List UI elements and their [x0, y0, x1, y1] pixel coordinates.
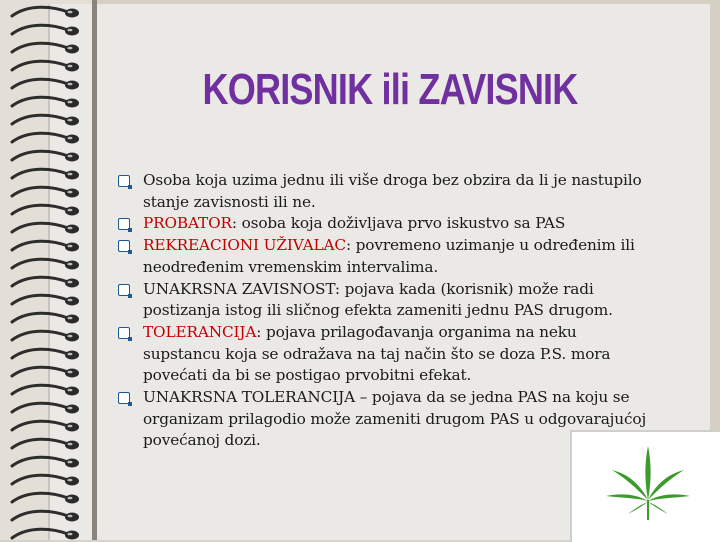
- binder-ring: [12, 457, 79, 467]
- binder-ring: [12, 223, 79, 233]
- binder-ring: [12, 25, 79, 35]
- binder-ring: [12, 475, 79, 485]
- binder-ring: [12, 295, 79, 305]
- binder-ring: [12, 403, 79, 413]
- binder-ring: [12, 277, 79, 287]
- item-label: PROBATOR: [143, 214, 232, 233]
- cannabis-leaf-icon: [598, 438, 698, 528]
- item-label: TOLERANCIJA: [143, 322, 257, 341]
- binder-ring: [12, 7, 79, 17]
- checkbox-bullet-icon: [118, 175, 130, 187]
- item-label: REKREACIONI UŽIVALAC: [143, 236, 346, 255]
- binder-ring: [12, 385, 79, 395]
- item-text: Osoba koja uzima jednu ili više droga bez obzira da li je nastupilo stanje zavisnosti ili ne.: [143, 171, 642, 211]
- binder-ring: [12, 61, 79, 71]
- binder-ring: [12, 313, 79, 323]
- binder-ring: [12, 79, 79, 89]
- list-item: [118, 170, 658, 213]
- item-text: : povremeno uzimanje u određenim ili neodređenim vremenskim intervalima.: [143, 236, 635, 276]
- binder-ring: [12, 187, 79, 197]
- binder-ring: [12, 511, 79, 521]
- list-item: [118, 322, 658, 387]
- item-text: : osoba koja doživljava prvo iskustvo sa PAS: [231, 214, 566, 233]
- item-text: UNAKRSNA ZAVISNOST: pojava kada (korisnik) može radi postizanja istog ili sličnog efekta zameniti jednu PAS drugom.: [143, 279, 613, 320]
- binder-ring: [12, 439, 79, 449]
- binder-ring: [12, 169, 79, 179]
- binder-ring: [12, 421, 79, 431]
- slide-title: KORISNIK ili ZAVISNIK: [202, 65, 578, 114]
- binder-ring: [12, 349, 79, 359]
- binder-ring: [12, 529, 79, 539]
- spiral-binder-icon: [8, 0, 88, 540]
- binder-ring: [12, 115, 79, 125]
- binder-ring: [12, 259, 79, 269]
- checkbox-bullet-icon: [118, 284, 130, 296]
- item-text: UNAKRSNA TOLERANCIJA – pojava da se jedna PAS na koju se organizam prilagodio može zameniti drugom PAS u odgovarajućoj povećanoj dozi.: [143, 388, 647, 450]
- binder-ring: [12, 367, 79, 377]
- binder-ring: [12, 493, 79, 503]
- binder-ring: [12, 151, 79, 161]
- checkbox-bullet-icon: [118, 218, 130, 230]
- list-item: [118, 213, 658, 235]
- definition-list: [118, 170, 658, 452]
- list-item: [118, 279, 658, 322]
- binder-ring: [12, 97, 79, 107]
- binder-ring: [12, 43, 79, 53]
- checkbox-bullet-icon: [118, 240, 130, 252]
- binder-ring: [12, 205, 79, 215]
- list-item: [118, 235, 658, 278]
- checkbox-bullet-icon: [118, 327, 130, 339]
- item-text: : pojava prilagođavanja organima na neku supstancu koja se odražava na taj način što se doza P.S. mora povećati da bi se postigao prvobitni efekat.: [143, 322, 611, 385]
- checkbox-bullet-icon: [118, 392, 130, 404]
- binder-ring: [12, 241, 79, 251]
- binder-ring: [12, 331, 79, 341]
- binder-divider: [92, 0, 97, 540]
- binder-ring: [12, 133, 79, 143]
